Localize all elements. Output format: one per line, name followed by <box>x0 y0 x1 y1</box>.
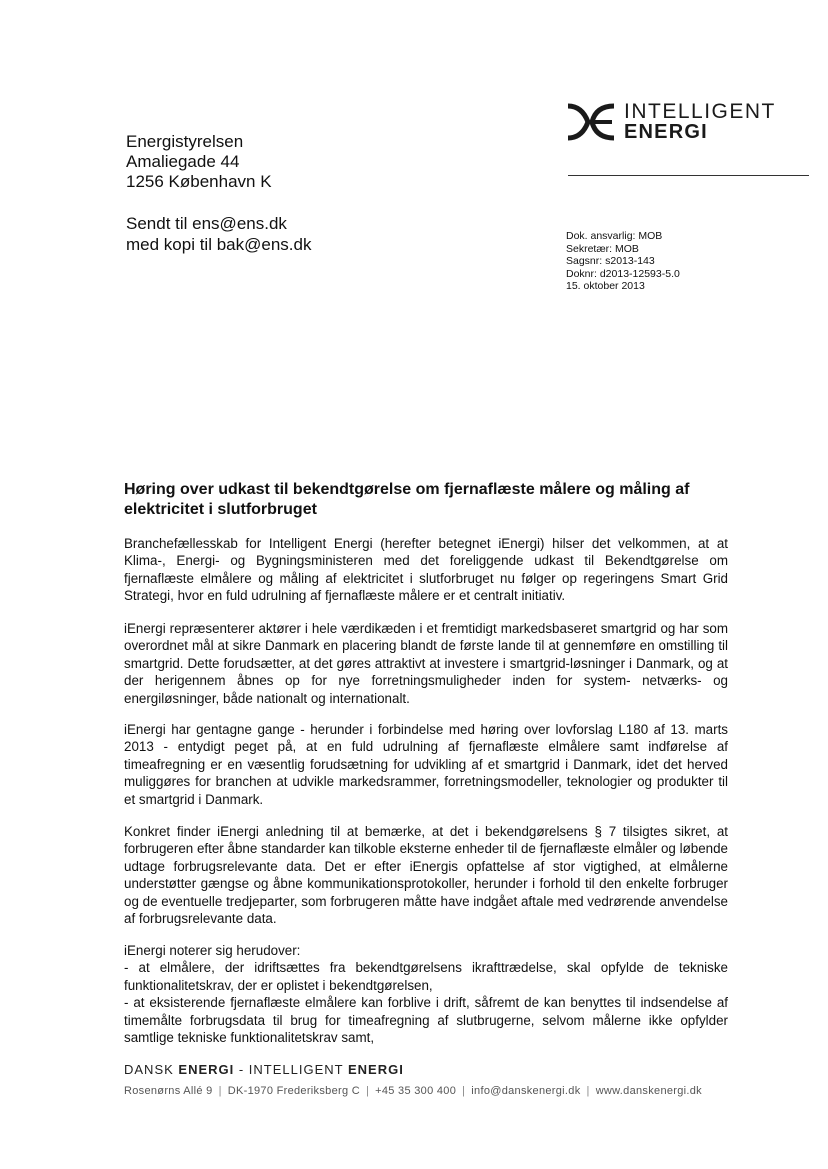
footer-email[interactable]: info@danskenergi.dk <box>471 1085 581 1097</box>
notes-list <box>124 942 728 1046</box>
footer-brand <box>124 1062 404 1077</box>
meta-doc-number: Doknr: d2013-12593-5.0 <box>566 267 680 280</box>
footer-website[interactable]: www.danskenergi.dk <box>595 1085 702 1097</box>
footer-brand-dansk: DANSK <box>124 1062 179 1077</box>
recipient-name: Energistyrelsen <box>126 132 244 151</box>
copy-to-line: med kopi til bak@ens.dk <box>126 235 312 254</box>
notes-item: - at elmålere, der idriftsættes fra bekendtgørelsens ikrafttrædelse, skal opfylde de tekniske funktionalitetskrav, der er oplistet i bekendtgørelsen, <box>124 960 728 993</box>
footer-brand-energi: ENERGI <box>178 1062 235 1077</box>
body-paragraph: Konkret finder iEnergi anledning til at bemærke, at det i bekendgørelsens § 7 tilsigtes sikret, at forbrugeren efter åbne standarder kan tilkoble eksterne enheder til de fjernaflæste elmåler og løbende udtage forbrugsrelevante data. Det er efter iEnergis opfattelse af stor vigtighed, at elmålerne understøtter gængse og åbne kommunikationsprotokoller, herunder i forhold til den enkelte forbruger og de eventuelle tredjeparter, som forbrugeren måtte have indgået aftale med vedrørende anvendelse af forbrugsrelevante data. <box>124 824 728 927</box>
meta-responsible: Dok. ansvarlig: MOB <box>566 230 663 242</box>
intelligent-energi-logo <box>566 100 776 146</box>
notes-intro: iEnergi noterer sig herudover: <box>124 943 301 958</box>
send-to-line: Sendt til ens@ens.dk <box>126 214 287 233</box>
send-to-block <box>126 213 311 255</box>
recipient-address <box>126 132 272 192</box>
notes-item: - at eksisterende fjernaflæste elmålere kan forblive i drift, såfremt de kan benyttes til indsendelse af timemålte forbrugsdata til brug for timeafregning af slutbrugerne, selvom målerne ikke opfylder samtlige tekniske funktionalitetskrav samt, <box>124 995 728 1046</box>
footer-brand-energi-2: ENERGI <box>347 1062 404 1077</box>
footer-address: Rosenørns Allé 9 | DK-1970 Frederiksberg C | +45 35 300 400 | info@danskenergi.dk | www.danskenergi.dk <box>124 1085 702 1097</box>
meta-secretary: Sekretær: MOB <box>566 242 639 255</box>
meta-case-number: Sagsnr: s2013-143 <box>566 255 655 268</box>
recipient-street: Amaliegade 44 <box>126 152 240 171</box>
footer-brand-intelligent: - INTELLIGENT <box>234 1062 348 1077</box>
logo-mark-icon <box>566 102 616 142</box>
footer-postcode: DK-1970 Frederiksberg C <box>227 1085 360 1097</box>
logo-text-intelligent: INTELLIGENT <box>624 100 776 123</box>
letter-subject: Høring over udkast til bekendtgørelse om fjernaflæste målere og måling af elektricitet i slutforbruget <box>124 481 690 518</box>
document-meta <box>566 230 680 293</box>
recipient-city: 1256 København K <box>126 172 272 191</box>
meta-date: 15. oktober 2013 <box>566 280 645 293</box>
body-paragraph: iEnergi har gentagne gange - herunder i forbindelse med høring over lovforslag L180 af 13. marts 2013 - entydigt peget på, at en fuld udrulning af fjernaflæste elmålere samt indførelse af timeafregning er en væsentlig forudsætning for udvikling af et smartgrid i Danmark, idet det herved muliggøres for branchen at udvikle markedsrammer, forretningsmodeller, teknologier og produkter til et smartgrid i Danmark. <box>124 722 728 807</box>
footer-phone: +45 35 300 400 <box>375 1085 457 1097</box>
body-paragraph: iEnergi repræsenterer aktører i hele værdikæden i et fremtidigt markedsbaseret smartgrid og har som overordnet mål at sikre Danmark en placering blandt de første lande til at gennemføre en omstilling til smartgrid. Dette forudsætter, at det gøres attraktivt at investere i smartgrid-løsninger i Danmark, og at der herigennem åbnes op for nye forretningsmuligheder inden for system- netværks- og energiløsninger, både nationalt og internationalt. <box>124 621 728 706</box>
body-paragraph: Branchefællesskab for Intelligent Energi (herefter betegnet iEnergi) hilser det velkommen, at at Klima-, Energi- og Bygningsministeren med det foreliggende udkast til Bekendtgørelse om fjernaflæste elmålere og måling af elektricitet i slutforbruget nu følger op regeringens Smart Grid Strategi, hvor en fuld udrulning af fjernaflæste målere er et centralt initiativ. <box>124 536 728 604</box>
logo-text-energi: ENERGI <box>624 121 708 143</box>
header-divider <box>568 175 809 176</box>
footer-street: Rosenørns Allé 9 <box>124 1085 213 1097</box>
